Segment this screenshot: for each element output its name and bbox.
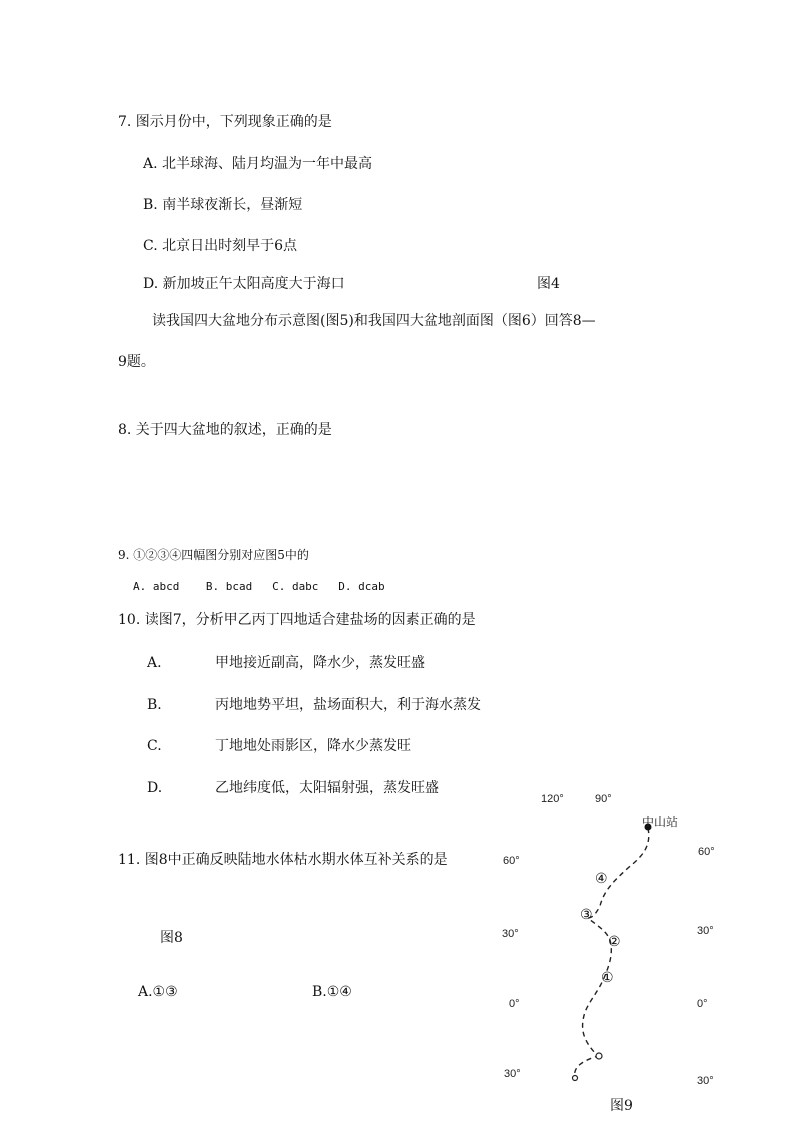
question-10-option-d-letter: D. [147, 780, 163, 796]
intro-8-9-line1: 读我国四大盆地分布示意图(图5)和我国四大盆地剖面图（图6）回答8— [152, 313, 596, 329]
route-start-marker [573, 1076, 578, 1081]
question-10-option-b-letter: B. [147, 697, 162, 713]
question-10-stem: 10. 读图7，分析甲乙丙丁四地适合建盐场的因素正确的是 [118, 612, 476, 628]
question-11-stem: 11. 图8中正确反映陆地水体枯水期水体互补关系的是 [118, 852, 448, 868]
question-11-option-b: B.①④ [312, 984, 352, 1000]
figure-9-caption: 图9 [610, 1098, 633, 1114]
question-10-option-b-text: 丙地地势平坦，盐场面积大，利于海水蒸发 [215, 697, 481, 713]
route-point-4: ④ [595, 871, 608, 887]
route-point-1: ① [601, 970, 614, 986]
figure-9-right-label-1: 60° [698, 846, 715, 858]
route-point-2: ② [608, 934, 621, 950]
question-9-options: A. abcd B. bcad C. dabc D. dcab [133, 580, 385, 593]
question-7-option-d: D. 新加坡正午太阳高度大于海口 [143, 276, 345, 292]
figure-9-left-label-3: 0° [509, 998, 520, 1010]
figure-9-left-label-4: 30° [504, 1068, 521, 1080]
figure-9-right-label-2: 30° [697, 925, 714, 937]
question-7-option-c: C. 北京日出时刻早于6点 [143, 238, 298, 254]
question-9-stem: 9. ①②③④四幅图分别对应图5中的 [118, 548, 309, 562]
figure-9-left-label-1: 60° [503, 855, 520, 867]
question-10-option-a-text: 甲地接近副高，降水少，蒸发旺盛 [215, 655, 425, 671]
intro-8-9-line2: 9题。 [118, 354, 155, 370]
zhongshan-station-label: 中山站 [642, 815, 679, 829]
figure-9-right-label-3: 0° [697, 998, 708, 1010]
route-end-marker [596, 1053, 602, 1059]
figure-4-caption: 图4 [537, 276, 560, 292]
question-7-stem: 7. 图示月份中，下列现象正确的是 [118, 114, 332, 130]
question-10-option-d-text: 乙地纬度低，太阳辐射强，蒸发旺盛 [215, 780, 439, 796]
figure-8-caption: 图8 [160, 930, 183, 946]
figure-9-top-label-120: 120° [541, 793, 564, 805]
route-dashed-line [575, 828, 649, 1078]
question-7-option-b: B. 南半球夜渐长，昼渐短 [143, 197, 303, 213]
question-7-option-a: A. 北半球海、陆月均温为一年中最高 [143, 156, 373, 172]
question-10-option-c-text: 丁地地处雨影区，降水少蒸发旺 [215, 738, 411, 754]
question-10-option-c-letter: C. [147, 738, 162, 754]
figure-9-left-label-2: 30° [502, 928, 519, 940]
question-8-stem: 8. 关于四大盆地的叙述，正确的是 [118, 422, 332, 438]
route-point-3: ③ [580, 907, 593, 923]
question-10-option-a-letter: A. [147, 655, 162, 671]
figure-9-top-label-90: 90° [595, 793, 612, 805]
figure-9-right-label-4: 30° [697, 1075, 714, 1087]
question-11-option-a: A.①③ [138, 984, 178, 1000]
